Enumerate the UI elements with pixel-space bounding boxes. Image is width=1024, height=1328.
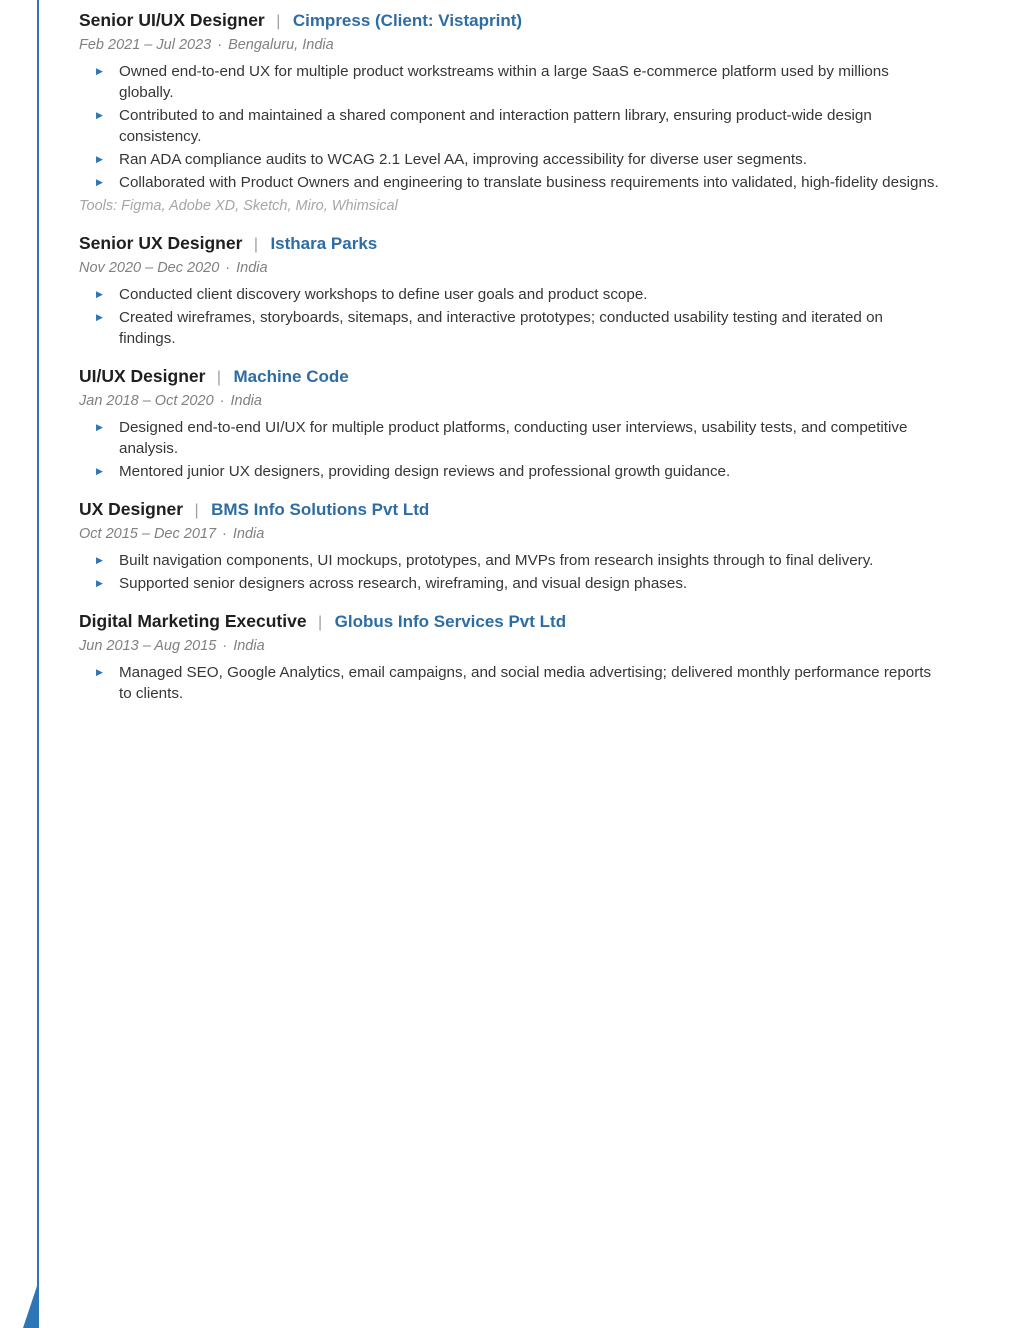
job-location: Bengaluru, India bbox=[228, 37, 334, 53]
pipe-separator: | bbox=[194, 502, 199, 519]
job-title: Senior UI/UX Designer bbox=[79, 10, 265, 30]
job-dates: Feb 2021 – Jul 2023 bbox=[79, 37, 212, 53]
bullet-text: Owned end-to-end UX for multiple product workstreams within a large SaaS e-commerce platform used by millions globally. bbox=[119, 63, 889, 101]
bullet-item bbox=[96, 573, 942, 594]
bullet-arrow-icon: ▶ bbox=[96, 177, 103, 187]
job-dates: Jun 2013 – Aug 2015 bbox=[79, 638, 217, 654]
pipe-separator: | bbox=[253, 236, 258, 253]
bullet-list bbox=[79, 662, 942, 704]
experience-section bbox=[79, 8, 942, 719]
job-header bbox=[79, 231, 942, 257]
company-name: Globus Info Services Pvt Ltd bbox=[334, 612, 567, 631]
dot-separator: · bbox=[217, 37, 223, 53]
bullet-text: Contributed to and maintained a shared component and interaction pattern library, ensuring product-wide design consistency. bbox=[119, 107, 872, 145]
company-name: BMS Info Solutions Pvt Ltd bbox=[211, 500, 430, 519]
job-title: Digital Marketing Executive bbox=[79, 611, 307, 631]
job-title: Senior UX Designer bbox=[79, 233, 243, 253]
bullet-text: Built navigation components, UI mockups, prototypes, and MVPs from research insights through to final delivery. bbox=[119, 552, 874, 569]
job-meta bbox=[79, 391, 942, 411]
left-accent-rule bbox=[37, 0, 39, 1328]
bullet-text: Managed SEO, Google Analytics, email campaigns, and social media advertising; delivered monthly performance reports to clients. bbox=[119, 664, 932, 702]
experience-entry bbox=[79, 497, 942, 594]
pipe-separator: | bbox=[276, 13, 281, 30]
bullet-arrow-icon: ▶ bbox=[96, 667, 103, 677]
bullet-arrow-icon: ▶ bbox=[96, 312, 103, 322]
company-name: Cimpress (Client: Vistaprint) bbox=[292, 11, 523, 30]
company-name: Isthara Parks bbox=[270, 234, 378, 253]
job-location: India bbox=[233, 638, 265, 654]
job-meta bbox=[79, 35, 942, 55]
bullet-arrow-icon: ▶ bbox=[96, 289, 103, 299]
bullet-text: Supported senior designers across research, wireframing, and visual design phases. bbox=[119, 575, 688, 592]
bullet-item bbox=[96, 61, 942, 103]
job-location: India bbox=[236, 260, 268, 276]
job-location: India bbox=[232, 526, 265, 542]
job-header bbox=[79, 497, 942, 523]
bullet-item bbox=[96, 417, 942, 459]
bullet-item bbox=[96, 461, 942, 482]
bullet-arrow-icon: ▶ bbox=[96, 422, 103, 432]
job-header bbox=[79, 609, 942, 635]
experience-entry bbox=[79, 231, 942, 349]
dot-separator: · bbox=[225, 260, 231, 276]
bullet-text: Mentored junior UX designers, providing design reviews and professional growth guidance. bbox=[119, 463, 731, 480]
bullet-list bbox=[79, 61, 942, 193]
dot-separator: · bbox=[222, 526, 227, 542]
job-header bbox=[79, 8, 942, 34]
bullet-text: Created wireframes, storyboards, sitemaps, and interactive prototypes; conducted usability testing and iterated on findings. bbox=[119, 309, 883, 347]
job-dates: Jan 2018 – Oct 2020 bbox=[79, 393, 214, 409]
bullet-arrow-icon: ▶ bbox=[96, 110, 103, 120]
bullet-text: Conducted client discovery workshops to define user goals and product scope. bbox=[119, 286, 648, 303]
bullet-list bbox=[79, 550, 942, 594]
bullet-item bbox=[96, 307, 942, 349]
bullet-list bbox=[79, 284, 942, 349]
bullet-arrow-icon: ▶ bbox=[96, 555, 103, 565]
experience-entry bbox=[79, 609, 942, 704]
bullet-item bbox=[96, 105, 942, 147]
job-dates: Oct 2015 – Dec 2017 bbox=[79, 526, 217, 542]
bullet-arrow-icon: ▶ bbox=[96, 466, 103, 476]
job-location: India bbox=[230, 393, 262, 409]
experience-entry bbox=[79, 8, 942, 216]
job-title: UX Designer bbox=[79, 499, 184, 519]
bullet-list bbox=[79, 417, 942, 482]
job-meta bbox=[79, 524, 942, 544]
job-dates: Nov 2020 – Dec 2020 bbox=[79, 260, 220, 276]
bullet-text: Designed end-to-end UI/UX for multiple product platforms, conducting user interviews, usability tests, and competitive analysis. bbox=[119, 419, 908, 457]
pipe-separator: | bbox=[216, 369, 222, 386]
company-name: Machine Code bbox=[233, 367, 349, 386]
dot-separator: · bbox=[219, 393, 225, 409]
page-edge-decoration bbox=[23, 1280, 39, 1328]
bullet-arrow-icon: ▶ bbox=[96, 154, 103, 164]
job-header bbox=[79, 364, 942, 390]
job-meta bbox=[79, 258, 942, 278]
bullet-item bbox=[96, 284, 942, 305]
job-title: UI/UX Designer bbox=[79, 366, 206, 386]
bullet-text: Ran ADA compliance audits to WCAG 2.1 Level AA, improving accessibility for diverse user segments. bbox=[119, 151, 807, 168]
experience-entry bbox=[79, 364, 942, 482]
bullet-text: Collaborated with Product Owners and engineering to translate business requirements into validated, high-fidelity designs. bbox=[119, 174, 939, 191]
bullet-item bbox=[96, 662, 942, 704]
pipe-separator: | bbox=[318, 614, 323, 631]
bullet-arrow-icon: ▶ bbox=[96, 578, 103, 588]
bullet-item bbox=[96, 550, 942, 571]
bullet-arrow-icon: ▶ bbox=[96, 66, 103, 76]
bullet-item bbox=[96, 172, 942, 193]
dot-separator: · bbox=[222, 638, 228, 654]
tools-line: Tools: Figma, Adobe XD, Sketch, Miro, Whimsical bbox=[79, 198, 398, 214]
job-meta bbox=[79, 636, 942, 656]
bullet-item bbox=[96, 149, 942, 170]
